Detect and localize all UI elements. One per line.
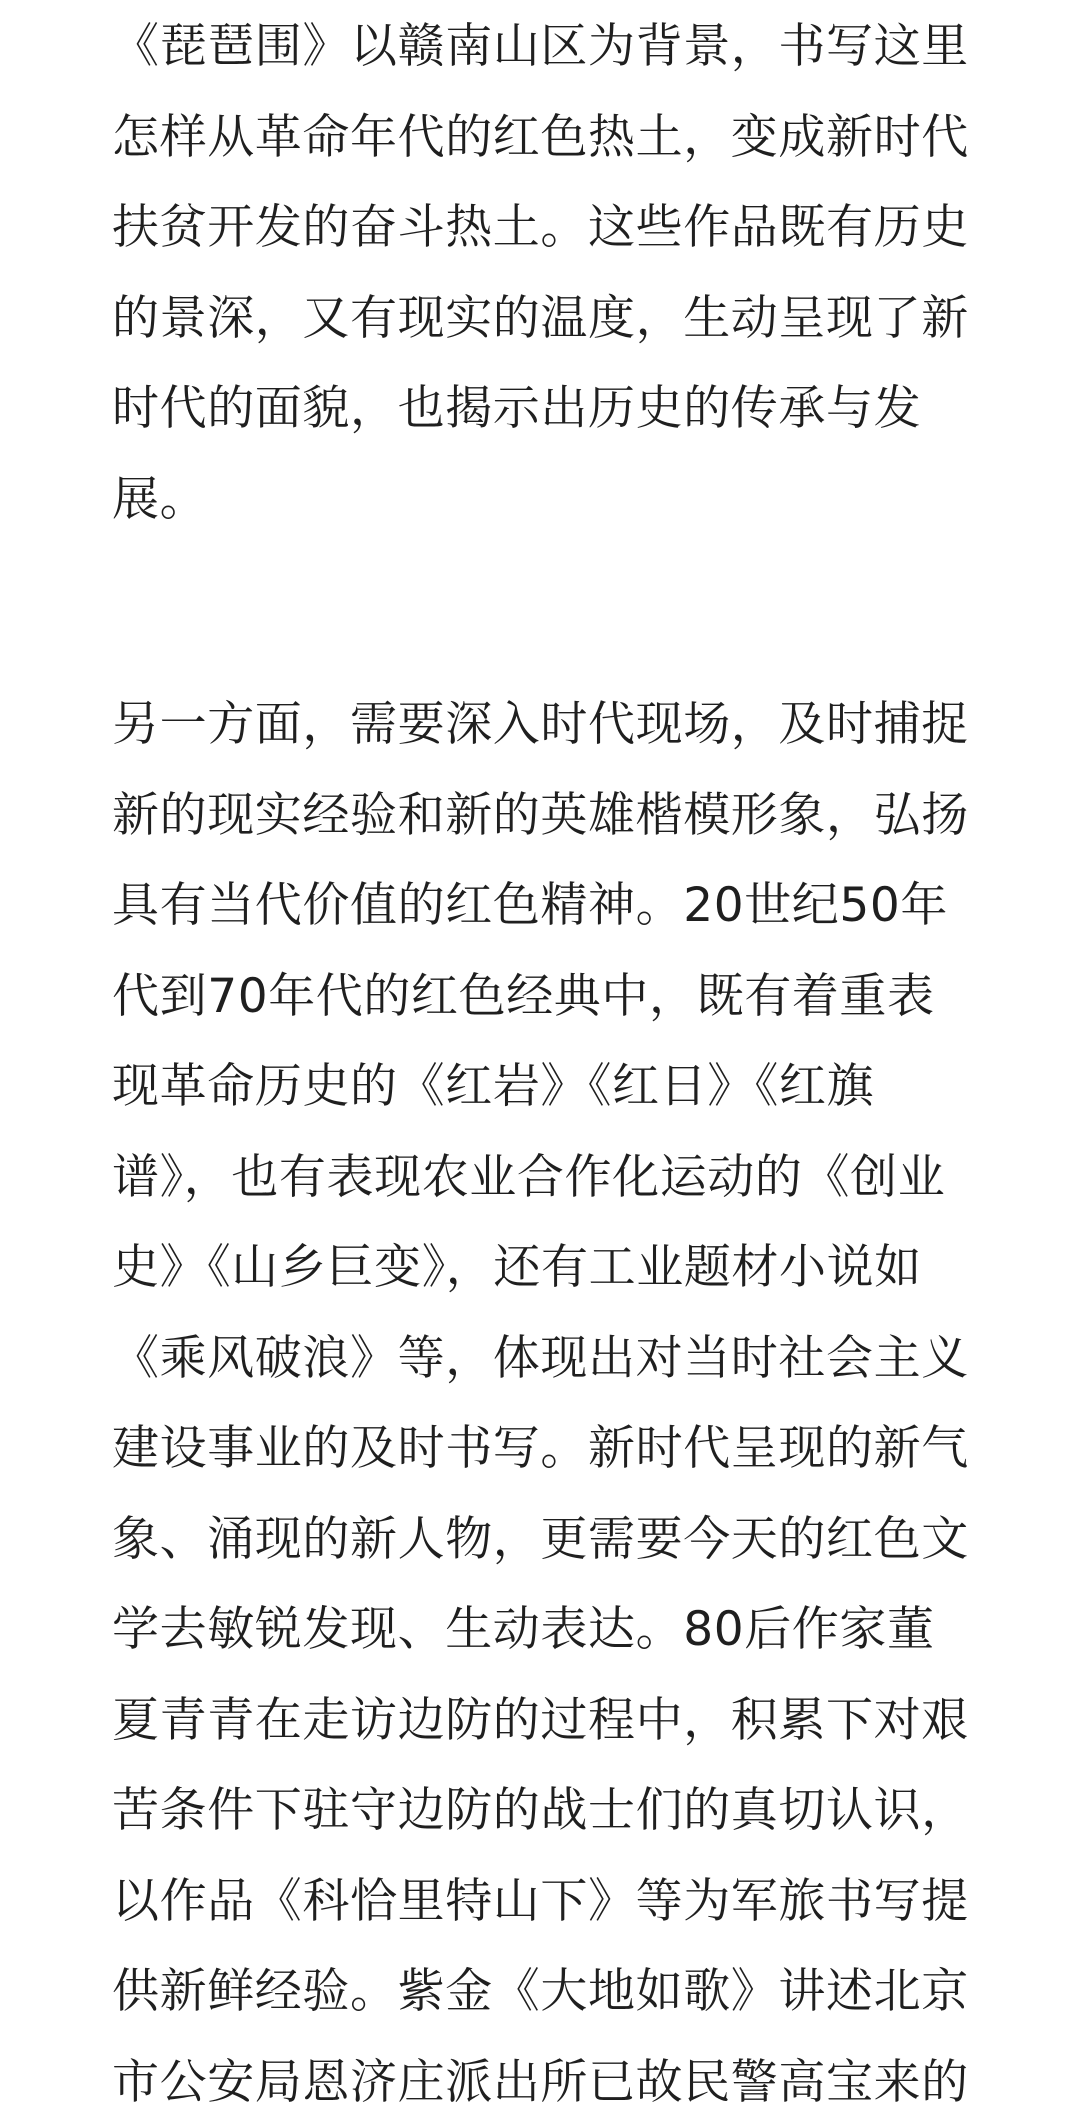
- text-line: 扶贫开发的奋斗热土。这些作品既有历史: [112, 183, 972, 274]
- text-line: 代到70年代的红色经典中，既有着重表: [112, 952, 972, 1043]
- text-line: 以作品《科恰里特山下》等为军旅书写提: [112, 1857, 972, 1948]
- text-line: 现革命历史的《红岩》《红日》《红旗: [112, 1042, 972, 1133]
- paragraph-2: [112, 680, 972, 2128]
- text-line: 苦条件下驻守边防的战士们的真切认识，: [112, 1766, 972, 1857]
- text-line: 市公安局恩济庄派出所已故民警高宝来的: [112, 2038, 972, 2128]
- text-line: 具有当代价值的红色精神。20世纪50年: [112, 861, 972, 952]
- text-line: 建设事业的及时书写。新时代呈现的新气: [112, 1404, 972, 1495]
- text-line: 史》《山乡巨变》，还有工业题材小说如: [112, 1223, 972, 1314]
- text-line: 新的现实经验和新的英雄楷模形象，弘扬: [112, 771, 972, 862]
- text-line: 展。: [112, 455, 972, 546]
- text-line: 谱》，也有表现农业合作化运动的《创业: [112, 1133, 972, 1224]
- paragraph-spacer: [112, 545, 972, 680]
- text-line: 学去敏锐发现、生动表达。80后作家董: [112, 1585, 972, 1676]
- paragraph-1: [112, 2, 972, 545]
- text-line: 《乘风破浪》等，体现出对当时社会主义: [112, 1314, 972, 1405]
- text-line: 的景深，又有现实的温度，生动呈现了新: [112, 274, 972, 365]
- text-line: 供新鲜经验。紫金《大地如歌》讲述北京: [112, 1947, 972, 2038]
- text-line: 怎样从革命年代的红色热土，变成新时代: [112, 93, 972, 184]
- text-line: 《琵琶围》以赣南山区为背景，书写这里: [112, 2, 972, 93]
- text-line: 象、涌现的新人物，更需要今天的红色文: [112, 1495, 972, 1586]
- text-line: 另一方面，需要深入时代现场，及时捕捉: [112, 680, 972, 771]
- text-line: 时代的面貌，也揭示出历史的传承与发: [112, 364, 972, 455]
- text-line: 夏青青在走访边防的过程中，积累下对艰: [112, 1676, 972, 1767]
- article-body: [112, 0, 972, 2128]
